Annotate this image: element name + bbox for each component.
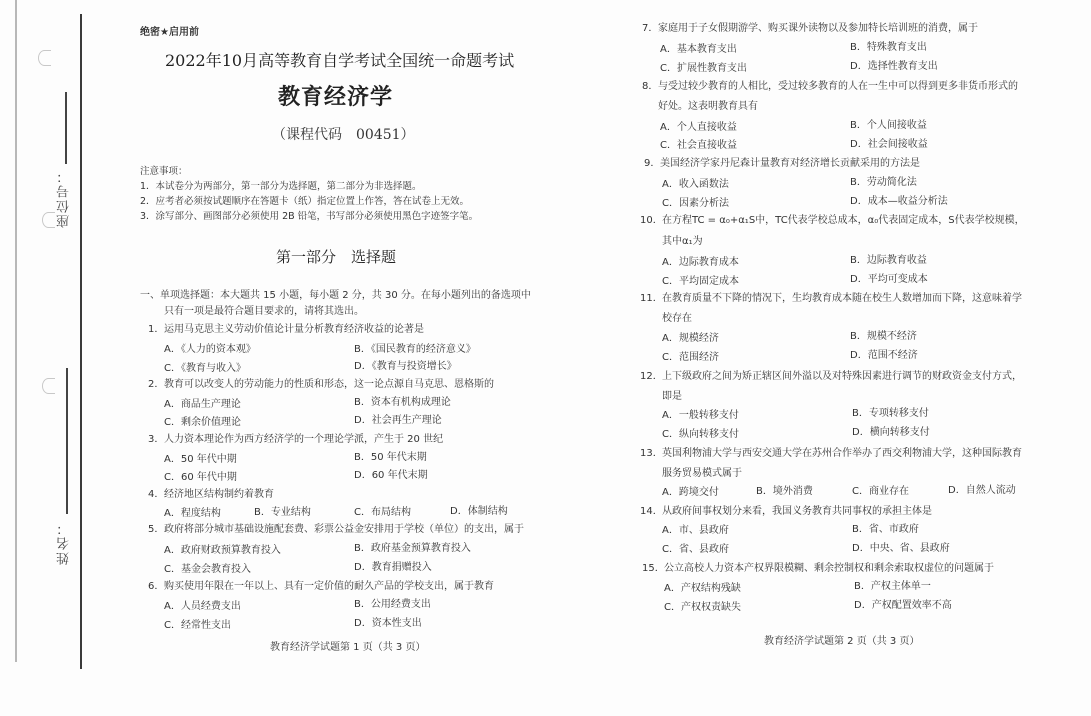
question-text-cont: 其中α₁为: [662, 236, 703, 247]
option-d[interactable]: D．社会再生产理论: [354, 415, 442, 426]
question-text: 从政府间事权划分来看，我国义务教育共同事权的承担主体是: [662, 506, 932, 517]
question-number: 10．: [640, 215, 663, 226]
question-text: 购买使用年限在一年以上、具有一定价值的耐久产品的学校支出，属于教育: [164, 581, 494, 592]
question-number: 4．: [148, 489, 165, 500]
binding-hole: [42, 378, 55, 394]
option-b[interactable]: B．《国民教育的经济意义》: [354, 344, 476, 355]
question-number: 5．: [148, 524, 165, 535]
option-b[interactable]: B．边际教育收益: [850, 255, 927, 266]
option-a[interactable]: A．人员经费支出: [164, 601, 241, 612]
question-number: 6．: [148, 581, 165, 592]
part-title: 第一部分 选择题: [276, 248, 397, 266]
option-c[interactable]: C．商业存在: [852, 486, 909, 497]
option-a[interactable]: A．收入函数法: [662, 179, 729, 190]
page-footer: 教育经济学试题第 2 页（共 3 页）: [764, 636, 920, 647]
notice-heading: 注意事项：: [140, 166, 188, 177]
option-d[interactable]: D．社会间接收益: [850, 139, 928, 150]
question-text-cont: 即是: [662, 391, 682, 402]
question-text: 家庭用于子女假期游学、购买课外读物以及参加特长培训班的消费，属于: [658, 23, 978, 34]
question-text: 美国经济学家丹尼森计量教育对经济增长贡献采用的方法是: [660, 158, 920, 169]
question-number: 9．: [644, 158, 661, 169]
option-b[interactable]: B．公用经费支出: [354, 599, 431, 610]
question-text: 运用马克思主义劳动价值论计量分析教育经济收益的论著是: [164, 324, 424, 335]
option-c[interactable]: C．平均固定成本: [662, 276, 739, 287]
option-a[interactable]: A．市、县政府: [662, 525, 729, 536]
option-d[interactable]: D．成本—收益分析法: [850, 196, 948, 207]
option-c[interactable]: C．60 年代中期: [164, 472, 237, 483]
question-number: 13．: [640, 448, 663, 459]
binding-hole: [42, 212, 55, 228]
option-a[interactable]: A．个人直接收益: [660, 122, 737, 133]
question-number: 11．: [640, 293, 663, 304]
option-c[interactable]: C．《教育与收入》: [164, 363, 246, 374]
option-c[interactable]: C．经常性支出: [164, 620, 231, 631]
section-heading-cont: 只有一项是最符合题目要求的，请将其选出。: [164, 306, 364, 317]
option-b[interactable]: B．专业结构: [254, 507, 311, 518]
question-text-cont: 好处。这表明教育具有: [658, 101, 758, 112]
seat-number-field[interactable]: [65, 92, 67, 164]
question-text: 公立高校人力资本产权界限模糊、剩余控制权和剩余索取权虚位的问题属于: [664, 563, 994, 574]
option-d[interactable]: D．选择性教育支出: [850, 61, 938, 72]
question-number: 3．: [148, 434, 165, 445]
option-a[interactable]: A．产权结构残缺: [664, 583, 741, 594]
option-a[interactable]: A．基本教育支出: [660, 44, 737, 55]
option-d[interactable]: D．60 年代末期: [354, 470, 428, 481]
option-c[interactable]: C．布局结构: [354, 507, 411, 518]
question-text: 经济地区结构制约着教育: [164, 489, 274, 500]
option-d[interactable]: D．范围不经济: [850, 350, 918, 361]
option-b[interactable]: B．特殊教育支出: [850, 42, 927, 53]
option-c[interactable]: C．产权权责缺失: [664, 602, 741, 613]
option-c[interactable]: C．社会直接收益: [660, 140, 737, 151]
question-text-cont: 校存在: [662, 313, 692, 324]
question-text: 在方程TC = α₀+α₁S中，TC代表学校总成本，α₀代表固定成本，S代表学校规模，: [662, 215, 1025, 226]
option-c[interactable]: C．省、县政府: [662, 544, 729, 555]
question-number: 14．: [640, 506, 663, 517]
option-a[interactable]: A．规模经济: [662, 333, 719, 344]
option-d[interactable]: D．自然人流动: [948, 485, 1016, 496]
secret-mark: 绝密★启用前: [140, 27, 199, 38]
question-number: 12．: [640, 371, 663, 382]
question-number: 8．: [642, 81, 659, 92]
option-b[interactable]: B．省、市政府: [852, 524, 919, 535]
option-b[interactable]: B．个人间接收益: [850, 120, 927, 131]
option-d[interactable]: D．教育捐赠投入: [354, 562, 432, 573]
question-text: 在教育质量不下降的情况下，生均教育成本随在校生人数增加而下降，这意味着学: [662, 293, 1022, 304]
question-number: 7．: [642, 23, 659, 34]
option-c[interactable]: C．纵向转移支付: [662, 429, 739, 440]
option-a[interactable]: A．边际教育成本: [662, 257, 739, 268]
option-a[interactable]: A．《人力的资本观》: [164, 344, 256, 355]
exam-title: 2022年10月高等教育自学考试全国统一命题考试: [165, 51, 515, 70]
option-d[interactable]: D．产权配置效率不高: [854, 600, 952, 611]
option-b[interactable]: B．50 年代末期: [354, 452, 427, 463]
question-number: 1．: [148, 324, 165, 335]
option-d[interactable]: D．横向转移支付: [852, 427, 930, 438]
option-d[interactable]: D．《教育与投资增长》: [354, 361, 457, 372]
subject-title: 教育经济学: [278, 84, 394, 110]
question-text: 教育可以改变人的劳动能力的性质和形态，这一论点源自马克思、恩格斯的: [164, 379, 494, 390]
option-c[interactable]: C．范围经济: [662, 352, 719, 363]
binding-hole: [38, 50, 51, 66]
notice-item: 1．本试卷分为两部分，第一部分为选择题，第二部分为非选择题。: [140, 181, 422, 192]
question-text: 上下级政府之间为矫正辖区间外溢以及对特殊因素进行调节的财政资金支付方式，: [662, 371, 1022, 382]
option-c[interactable]: C．因素分析法: [662, 198, 729, 209]
notice-item: 3．涂写部分、画图部分必须使用 2B 铅笔，书写部分必须使用黑色字迹签字笔。: [140, 211, 479, 222]
section-heading: 一、单项选择题：本大题共 15 小题，每小题 2 分，共 30 分。在每小题列出的备选项中: [140, 290, 531, 301]
option-a[interactable]: A．政府财政预算教育投入: [164, 545, 281, 556]
option-b[interactable]: B．政府基金预算教育投入: [354, 543, 471, 554]
option-c[interactable]: C．基金会教育投入: [164, 564, 251, 575]
scan-edge-line: [15, 0, 17, 662]
option-a[interactable]: A．跨境交付: [662, 487, 719, 498]
question-text: 政府将部分城市基础设施配套费、彩票公益金安排用于学校（单位）的支出，属于: [164, 524, 524, 535]
option-c[interactable]: C．扩展性教育支出: [660, 63, 747, 74]
option-b[interactable]: B．规模不经济: [850, 331, 917, 342]
option-b[interactable]: B．劳动简化法: [850, 177, 917, 188]
option-d[interactable]: D．中央、省、县政府: [852, 543, 950, 554]
option-b[interactable]: B．资本有机构成理论: [354, 397, 451, 408]
option-a[interactable]: A．程度结构: [164, 508, 221, 519]
option-b[interactable]: B．境外消费: [756, 486, 813, 497]
page-footer: 教育经济学试题第 1 页（共 3 页）: [270, 642, 426, 653]
option-a[interactable]: A．50 年代中期: [164, 454, 237, 465]
option-d[interactable]: D．体制结构: [450, 506, 508, 517]
notice-item: 2．应考者必须按试题顺序在答题卡（纸）指定位置上作答，答在试卷上无效。: [140, 196, 470, 207]
option-d[interactable]: D．平均可变成本: [850, 274, 928, 285]
question-text: 人力资本理论作为西方经济学的一个理论学派，产生于 20 世纪: [164, 434, 444, 445]
name-field[interactable]: [66, 368, 68, 514]
name-label: 姓名：: [57, 520, 72, 565]
question-text: 英国利物浦大学与西安交通大学在苏州合作举办了西交利物浦大学，这种国际教育: [662, 448, 1022, 459]
seat-number-label: 座位号：: [57, 168, 72, 228]
binding-line: [80, 14, 82, 669]
option-b[interactable]: B．专项转移支付: [852, 408, 929, 419]
option-c[interactable]: C．剩余价值理论: [164, 417, 241, 428]
course-code: （课程代码 00451）: [272, 127, 415, 143]
question-number: 2．: [148, 379, 165, 390]
question-text: 与受过较少教育的人相比，受过较多教育的人在一生中可以得到更多非货币形式的: [658, 81, 1018, 92]
question-number: 15．: [642, 563, 665, 574]
option-d[interactable]: D．资本性支出: [354, 618, 422, 629]
option-a[interactable]: A．一般转移支付: [662, 410, 739, 421]
question-text-cont: 服务贸易模式属于: [662, 468, 742, 479]
option-b[interactable]: B．产权主体单一: [854, 581, 931, 592]
option-a[interactable]: A．商品生产理论: [164, 399, 241, 410]
